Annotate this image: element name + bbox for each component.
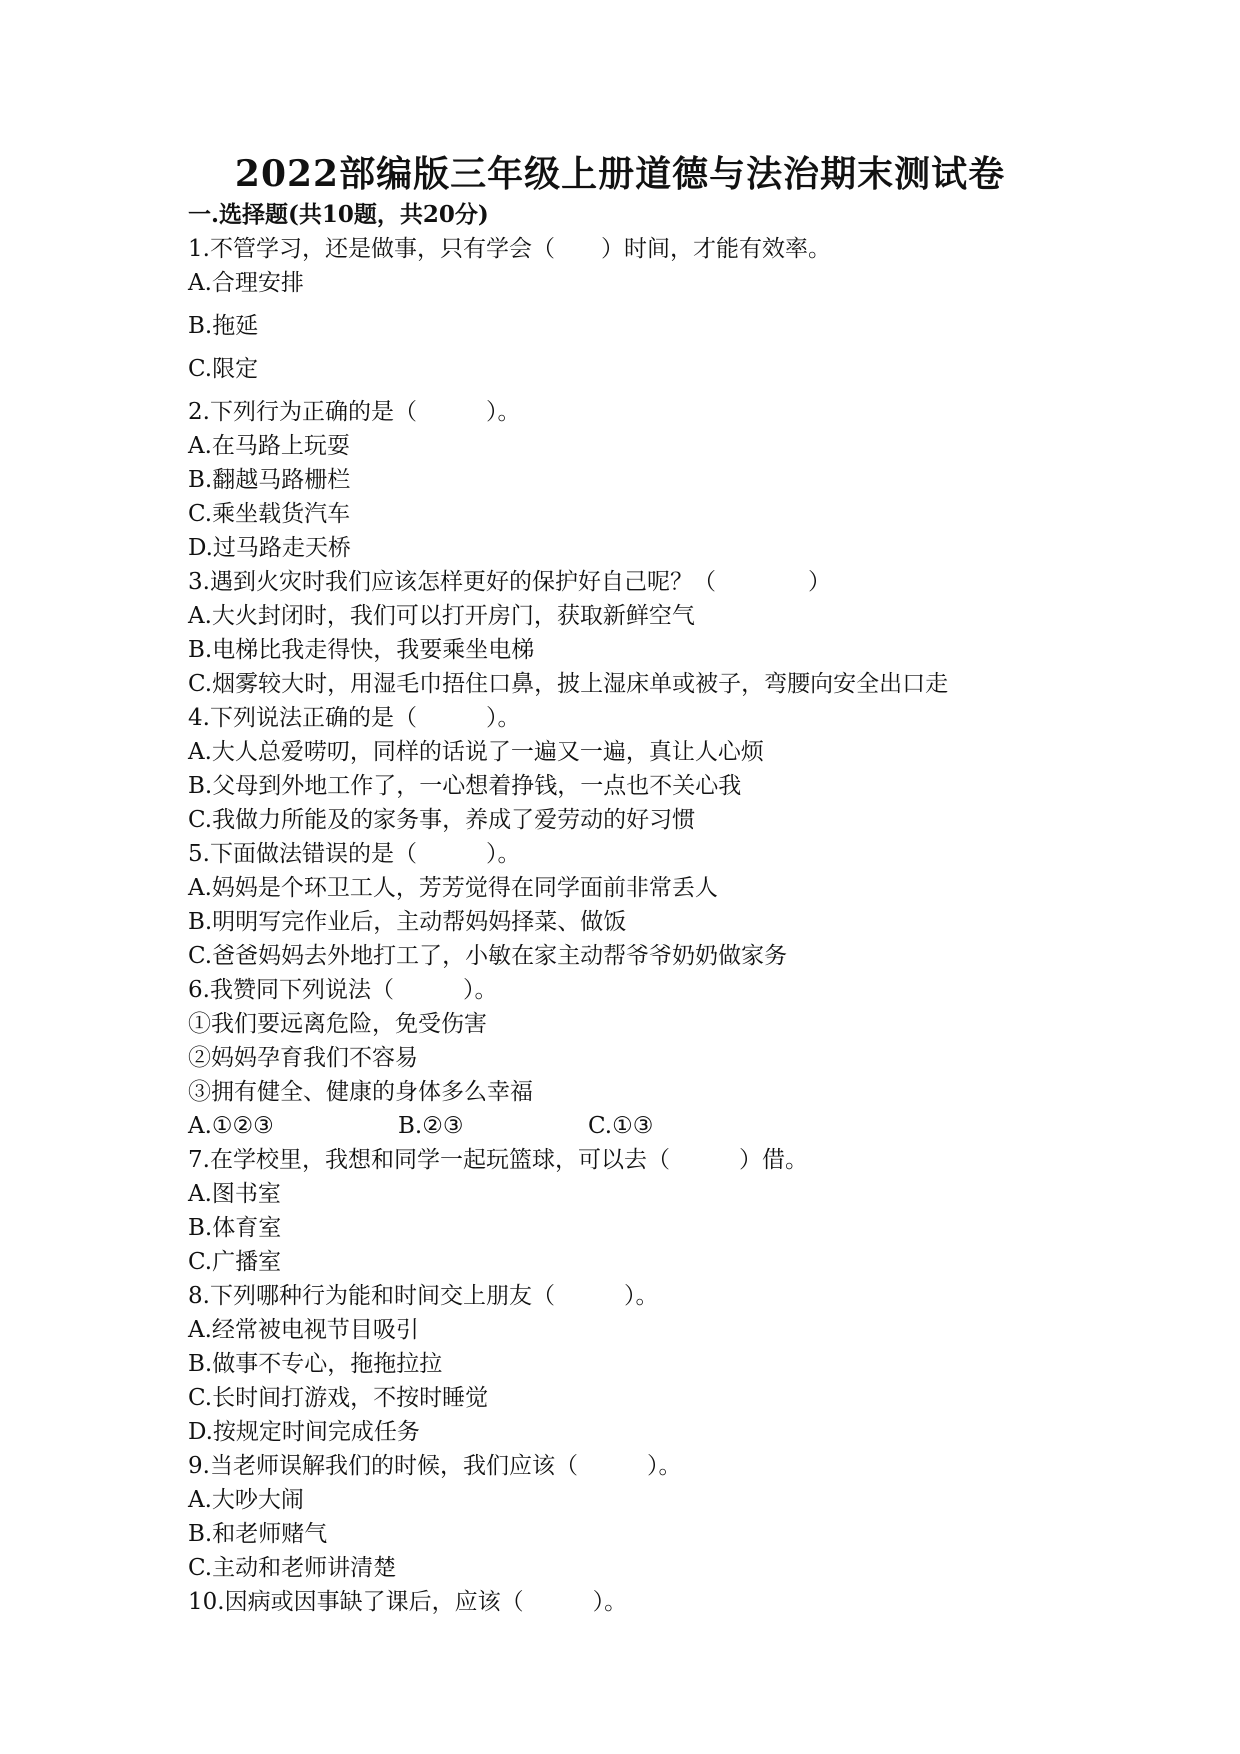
question-7-stem: 7.在学校里，我想和同学一起玩篮球，可以去（ ）借。	[188, 1147, 808, 1173]
question-3-option-c: C.烟雾较大时，用湿毛巾捂住口鼻，披上湿床单或被子，弯腰向安全出口走	[188, 671, 949, 697]
question-list	[188, 232, 1188, 1619]
question-8-option-c: C.长时间打游戏，不按时睡觉	[188, 1385, 489, 1411]
question-4-stem: 4.下列说法正确的是（ ）。	[188, 705, 521, 731]
question-1-option-c: C.限定	[188, 356, 259, 382]
question-10-stem: 10.因病或因事缺了课后，应该（ ）。	[188, 1589, 628, 1615]
question-6-stem: 6.我赞同下列说法（ ）。	[188, 977, 498, 1003]
question-6-statement-2: ②妈妈孕育我们不容易	[188, 1045, 418, 1071]
question-9-option-b: B.和老师赌气	[188, 1521, 328, 1547]
question-9-option-a: A.大吵大闹	[188, 1487, 304, 1513]
question-2-option-b: B.翻越马路栅栏	[188, 467, 351, 493]
question-8-stem: 8.下列哪种行为能和时间交上朋友（ ）。	[188, 1283, 659, 1309]
question-3-option-a: A.大火封闭时，我们可以打开房门，获取新鲜空气	[188, 603, 695, 629]
question-9-stem: 9.当老师误解我们的时候，我们应该（ ）。	[188, 1453, 682, 1479]
question-9-option-c: C.主动和老师讲清楚	[188, 1555, 397, 1581]
question-8-option-d: D.按规定时间完成任务	[188, 1419, 420, 1445]
question-2-stem: 2.下列行为正确的是（ ）。	[188, 399, 521, 425]
question-8-option-b: B.做事不专心，拖拖拉拉	[188, 1351, 443, 1377]
question-1-option-b: B.拖延	[188, 313, 259, 339]
question-5-stem: 5.下面做法错误的是（ ）。	[188, 841, 521, 867]
question-7-option-c: C.广播室	[188, 1249, 282, 1275]
question-5-option-b: B.明明写完作业后，主动帮妈妈择菜、做饭	[188, 909, 627, 935]
question-5-option-a: A.妈妈是个环卫工人，芳芳觉得在同学面前非常丢人	[188, 875, 718, 901]
page-title: 2022部编版三年级上册道德与法治期末测试卷	[234, 153, 1006, 195]
question-2-option-c: C.乘坐载货汽车	[188, 501, 351, 527]
question-6-statement-1: ①我们要远离危险，免受伤害	[188, 1011, 487, 1037]
question-7-option-a: A.图书室	[188, 1181, 281, 1207]
question-4-option-b: B.父母到外地工作了，一心想着挣钱，一点也不关心我	[188, 773, 742, 799]
question-1-stem: 1.不管学习，还是做事，只有学会（ ）时间，才能有效率。	[188, 236, 831, 262]
question-6-statement-3: ③拥有健全、健康的身体多么幸福	[188, 1079, 533, 1105]
question-1-option-a: A.合理安排	[188, 270, 304, 296]
question-6-option-b: B.②③	[398, 1113, 464, 1139]
question-8-option-a: A.经常被电视节目吸引	[188, 1317, 419, 1343]
question-6-options-row	[188, 1109, 1188, 1143]
question-7-option-b: B.体育室	[188, 1215, 282, 1241]
question-2-option-a: A.在马路上玩耍	[188, 433, 350, 459]
question-4-option-a: A.大人总爱唠叨，同样的话说了一遍又一遍，真让人心烦	[188, 739, 764, 765]
question-2-option-d: D.过马路走天桥	[188, 535, 351, 561]
question-3-option-b: B.电梯比我走得快，我要乘坐电梯	[188, 637, 535, 663]
question-4-option-c: C.我做力所能及的家务事，养成了爱劳动的好习惯	[188, 807, 696, 833]
question-5-option-c: C.爸爸妈妈去外地打工了，小敏在家主动帮爷爷奶奶做家务	[188, 943, 788, 969]
question-6-option-a: A.①②③	[188, 1113, 274, 1139]
question-3-stem: 3.遇到火灾时我们应该怎样更好的保护好自己呢？（ ）	[188, 569, 831, 595]
question-6-option-c: C.①③	[588, 1113, 654, 1139]
section-heading: 一.选择题(共10题，共20分)	[188, 201, 489, 228]
